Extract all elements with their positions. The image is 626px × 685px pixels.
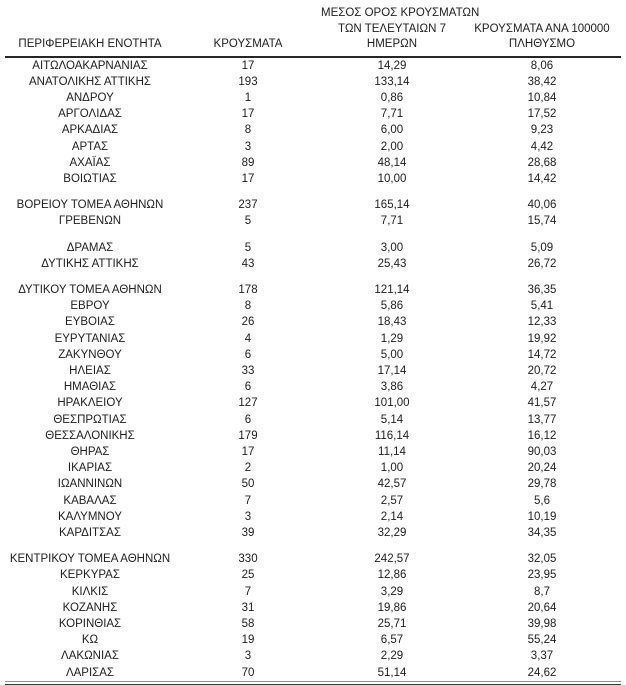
table-row: [5, 139, 621, 155]
table-row: [5, 567, 621, 583]
cell-cases: 39: [241, 526, 255, 539]
cell-avg7: 121,14: [374, 283, 410, 296]
col-header-avg7: [321, 6, 480, 57]
table-row: [5, 379, 621, 395]
table-row: [5, 57, 621, 74]
cell-per100k: 39,98: [527, 618, 557, 630]
cell-cases: 17: [241, 108, 255, 121]
cell-cases: 8: [244, 124, 252, 137]
cell-avg7: 133,14: [374, 75, 410, 88]
table-row: [5, 155, 621, 171]
cell-avg7: 165,14: [374, 199, 410, 212]
cell-avg7: 7,71: [380, 215, 404, 228]
cell-cases: 3: [244, 650, 252, 663]
col-header-region: [5, 6, 175, 57]
cell-per100k: 23,95: [527, 569, 557, 582]
cell-avg7: 116,14: [374, 429, 410, 442]
cell-avg7: 5,14: [380, 413, 404, 426]
cell-region: ΔΡΑΜΑΣ: [66, 241, 114, 254]
table-row: [5, 197, 621, 213]
cell-cases: 26: [241, 316, 255, 329]
cell-avg7: 51,14: [377, 666, 407, 679]
cell-cases: 178: [238, 283, 258, 296]
cell-per100k: 12,33: [527, 316, 557, 329]
cell-cases: 330: [238, 553, 258, 566]
cell-avg7: 5,86: [380, 300, 404, 313]
cell-region: ΗΛΕΙΑΣ: [69, 364, 111, 377]
table-row: [5, 412, 621, 428]
cell-per100k: 9,23: [530, 124, 554, 137]
cell-region: ΗΡΑΚΛΕΙΟΥ: [57, 397, 123, 410]
cell-per100k: 3,37: [530, 650, 554, 663]
cell-region: ΓΡΕΒΕΝΩΝ: [58, 215, 122, 228]
cell-per100k: 4,27: [530, 381, 554, 394]
table-row: [5, 256, 621, 272]
cell-region: ΚΑΒΑΛΑΣ: [63, 494, 117, 507]
cell-cases: 3: [244, 140, 252, 153]
spacer-row: [5, 230, 621, 240]
spacer-row: [5, 272, 621, 282]
cell-region: ΔΥΤΙΚΟΥ ΤΟΜΕΑ ΑΘΗΝΩΝ: [18, 283, 162, 296]
spacer-cell: [5, 272, 621, 282]
cell-avg7: 7,71: [380, 108, 404, 121]
cell-avg7: 17,14: [377, 364, 407, 377]
cell-per100k: 10,84: [527, 91, 557, 104]
cell-region: ΚΕΡΚΥΡΑΣ: [60, 569, 120, 582]
cell-per100k: 26,72: [527, 257, 557, 270]
table-row: [5, 632, 621, 648]
cell-avg7: 6,57: [380, 634, 404, 647]
cell-cases: 19: [241, 634, 255, 647]
table-row: [5, 616, 621, 632]
cell-cases: 127: [238, 397, 258, 410]
cell-region: ΚΩ: [81, 634, 99, 647]
cell-avg7: 1,29: [380, 332, 404, 345]
cell-cases: 17: [241, 445, 255, 458]
table-row: [5, 665, 621, 681]
col-header-cases: [175, 6, 321, 57]
cell-cases: 1: [244, 91, 252, 104]
cell-cases: 50: [241, 478, 255, 491]
cell-avg7: 48,14: [377, 156, 407, 169]
cell-avg7: 25,43: [377, 257, 407, 270]
table-row: [5, 90, 621, 106]
cell-avg7: 2,00: [380, 140, 404, 153]
cell-avg7: 18,43: [377, 316, 407, 329]
table-row: [5, 525, 621, 541]
cell-cases: 237: [238, 199, 258, 212]
cell-per100k: 38,42: [527, 75, 557, 88]
cell-region: ΑΙΤΩΛΟΑΚΑΡΝΑΝΙΑΣ: [32, 59, 148, 72]
cell-region: ΘΕΣΣΑΛΟΝΙΚΗΣ: [45, 429, 135, 442]
cell-per100k: 14,72: [527, 348, 557, 361]
cell-per100k: 36,35: [527, 283, 557, 296]
cell-per100k: 14,42: [527, 172, 557, 185]
table-row: [5, 171, 621, 187]
table-row: [5, 213, 621, 229]
table-row: [5, 74, 621, 90]
cell-region: ΕΥΒΟΙΑΣ: [65, 316, 115, 329]
cell-region: ΛΑΚΩΝΙΑΣ: [61, 650, 119, 663]
col-header-cases-label: ΚΡΟΥΣΜΑΤΑ: [213, 38, 283, 50]
cell-per100k: 40,06: [527, 199, 557, 212]
cell-per100k: 32,05: [527, 553, 557, 566]
table-row: [5, 648, 621, 664]
cell-avg7: 10,00: [377, 172, 407, 185]
cell-per100k: 13,77: [527, 413, 557, 426]
cases-table: [5, 6, 621, 681]
cell-avg7: 2,57: [380, 494, 404, 507]
cell-region: ΒΟΡΕΙΟΥ ΤΟΜΕΑ ΑΘΗΝΩΝ: [16, 199, 164, 212]
table-row: [5, 240, 621, 256]
cell-per100k: 90,03: [527, 445, 557, 458]
cell-avg7: 3,86: [380, 381, 404, 394]
cell-avg7: 3,29: [380, 585, 404, 598]
bottom-double-rule: [5, 681, 621, 685]
table-row: [5, 331, 621, 347]
cell-region: ΑΝΑΤΟΛΙΚΗΣ ΑΤΤΙΚΗΣ: [28, 75, 151, 88]
cell-cases: 89: [241, 156, 255, 169]
col-header-avg7-line2: ΤΩΝ ΤΕΛΕΥΤΑΙΩΝ 7: [338, 22, 446, 35]
col-header-per100k-line1: ΚΡΟΥΣΜΑΤΑ ΑΝΑ 100000: [474, 22, 610, 35]
cell-per100k: 55,24: [527, 634, 557, 647]
cell-per100k: 17,52: [527, 108, 557, 121]
cell-cases: 25: [241, 569, 255, 582]
cell-cases: 193: [238, 75, 258, 88]
cell-cases: 31: [241, 601, 255, 614]
cell-region: ΒΟΙΩΤΙΑΣ: [63, 172, 117, 185]
cell-per100k: 20,24: [527, 462, 557, 475]
cell-per100k: 20,64: [527, 601, 557, 614]
col-header-avg7-line1: ΜΕΣΟΣ ΟΡΟΣ ΚΡΟΥΣΜΑΤΩΝ: [321, 7, 480, 19]
spacer-cell: [5, 230, 621, 240]
cell-per100k: 15,74: [527, 215, 557, 228]
cell-cases: 6: [244, 381, 252, 394]
cell-avg7: 242,57: [374, 553, 410, 566]
cell-cases: 33: [241, 364, 255, 377]
cell-avg7: 0,86: [380, 91, 404, 104]
cell-per100k: 16,12: [527, 429, 557, 442]
table-row: [5, 428, 621, 444]
cell-per100k: 20,72: [527, 364, 557, 377]
cell-cases: 7: [244, 494, 252, 507]
cell-region: ΚΑΛΥΜΝΟΥ: [58, 510, 122, 523]
cell-avg7: 32,29: [377, 526, 407, 539]
cell-region: ΑΧΑΪΑΣ: [69, 156, 111, 169]
table-row: [5, 395, 621, 411]
col-header-per100k: [463, 6, 621, 57]
cell-region: ΚΟΖΑΝΗΣ: [62, 601, 118, 614]
spacer-row: [5, 187, 621, 197]
cell-cases: 6: [244, 348, 252, 361]
cell-per100k: 24,62: [527, 666, 557, 679]
cell-per100k: 8,06: [530, 59, 554, 72]
table-row: [5, 460, 621, 476]
cell-avg7: 25,71: [377, 618, 407, 630]
cell-cases: 2: [244, 462, 252, 475]
cell-region: ΖΑΚΥΝΘΟΥ: [58, 348, 122, 361]
cell-region: ΙΩΑΝΝΙΝΩΝ: [57, 478, 123, 491]
cell-cases: 3: [244, 510, 252, 523]
cell-per100k: 29,78: [527, 478, 557, 491]
cell-avg7: 3,00: [380, 241, 404, 254]
cell-avg7: 1,00: [380, 462, 404, 475]
table-row: [5, 600, 621, 616]
cell-per100k: 5,41: [530, 300, 554, 313]
col-header-region-label: ΠΕΡΙΦΕΡΕΙΑΚΗ ΕΝΟΤΗΤΑ: [18, 38, 162, 50]
cell-region: ΕΥΡΥΤΑΝΙΑΣ: [54, 332, 126, 345]
cell-region: ΚΑΡΔΙΤΣΑΣ: [59, 526, 121, 539]
col-header-per100k-line2: ΠΛΗΘΥΣΜΟ: [508, 38, 576, 50]
cell-cases: 7: [244, 585, 252, 598]
cell-cases: 17: [241, 59, 255, 72]
cell-region: ΕΒΡΟΥ: [70, 300, 110, 313]
cell-per100k: 10,19: [527, 510, 557, 523]
table-row: [5, 476, 621, 492]
table-row: [5, 584, 621, 600]
table-body: [5, 57, 621, 681]
cell-avg7: 42,57: [377, 478, 407, 491]
cell-region: ΗΜΑΘΙΑΣ: [63, 381, 117, 394]
cell-avg7: 2,14: [380, 510, 404, 523]
table-row: [5, 551, 621, 567]
cell-cases: 43: [241, 257, 255, 270]
cell-per100k: 19,92: [527, 332, 557, 345]
table-row: [5, 509, 621, 525]
table-row: [5, 298, 621, 314]
cell-cases: 58: [241, 618, 255, 630]
table-row: [5, 122, 621, 138]
cell-region: ΑΡΤΑΣ: [71, 140, 109, 153]
table-header: [5, 6, 621, 57]
spacer-cell: [5, 187, 621, 197]
spacer-cell: [5, 541, 621, 551]
cell-cases: 5: [244, 215, 252, 228]
table-row: [5, 444, 621, 460]
cell-avg7: 14,29: [377, 59, 407, 72]
cell-region: ΙΚΑΡΙΑΣ: [67, 462, 113, 475]
cell-per100k: 5,6: [534, 494, 550, 507]
cell-per100k: 8,7: [534, 585, 550, 598]
cell-per100k: 28,68: [527, 156, 557, 169]
cell-region: ΑΡΚΑΔΙΑΣ: [61, 124, 119, 137]
cell-region: ΚΙΛΚΙΣ: [71, 585, 109, 598]
cell-avg7: 101,00: [374, 397, 410, 410]
col-header-avg7-line3: ΗΜΕΡΩΝ: [366, 38, 418, 50]
cell-per100k: 4,42: [530, 140, 554, 153]
table-row: [5, 282, 621, 298]
table-row: [5, 347, 621, 363]
cell-avg7: 6,00: [380, 124, 404, 137]
cell-region: ΚΟΡΙΝΘΙΑΣ: [58, 618, 122, 630]
table-row: [5, 106, 621, 122]
table-row: [5, 363, 621, 379]
cell-avg7: 2,29: [380, 650, 404, 663]
cell-region: ΛΑΡΙΣΑΣ: [65, 666, 115, 679]
cell-region: ΚΕΝΤΡΙΚΟΥ ΤΟΜΕΑ ΑΘΗΝΩΝ: [9, 553, 171, 566]
cell-region: ΑΝΔΡΟΥ: [66, 91, 114, 104]
cell-region: ΔΥΤΙΚΗΣ ΑΤΤΙΚΗΣ: [41, 257, 139, 270]
cell-avg7: 12,86: [377, 569, 407, 582]
cell-per100k: 5,09: [530, 241, 554, 254]
cell-per100k: 34,35: [527, 526, 557, 539]
cell-region: ΘΗΡΑΣ: [70, 445, 110, 458]
cell-region: ΑΡΓΟΛΙΔΑΣ: [58, 108, 122, 121]
cell-cases: 8: [244, 300, 252, 313]
cell-avg7: 11,14: [378, 445, 406, 458]
table-row: [5, 493, 621, 509]
spacer-row: [5, 541, 621, 551]
cell-cases: 70: [241, 666, 255, 679]
cell-cases: 6: [244, 413, 252, 426]
cell-cases: 4: [244, 332, 252, 345]
cell-region: ΘΕΣΠΡΩΤΙΑΣ: [53, 413, 127, 426]
cell-cases: 5: [244, 241, 252, 254]
cell-per100k: 41,57: [527, 397, 557, 410]
cell-avg7: 19,86: [377, 601, 407, 614]
cell-avg7: 5,00: [380, 348, 404, 361]
cell-cases: 17: [241, 172, 255, 185]
table-row: [5, 314, 621, 330]
cell-cases: 179: [238, 429, 258, 442]
